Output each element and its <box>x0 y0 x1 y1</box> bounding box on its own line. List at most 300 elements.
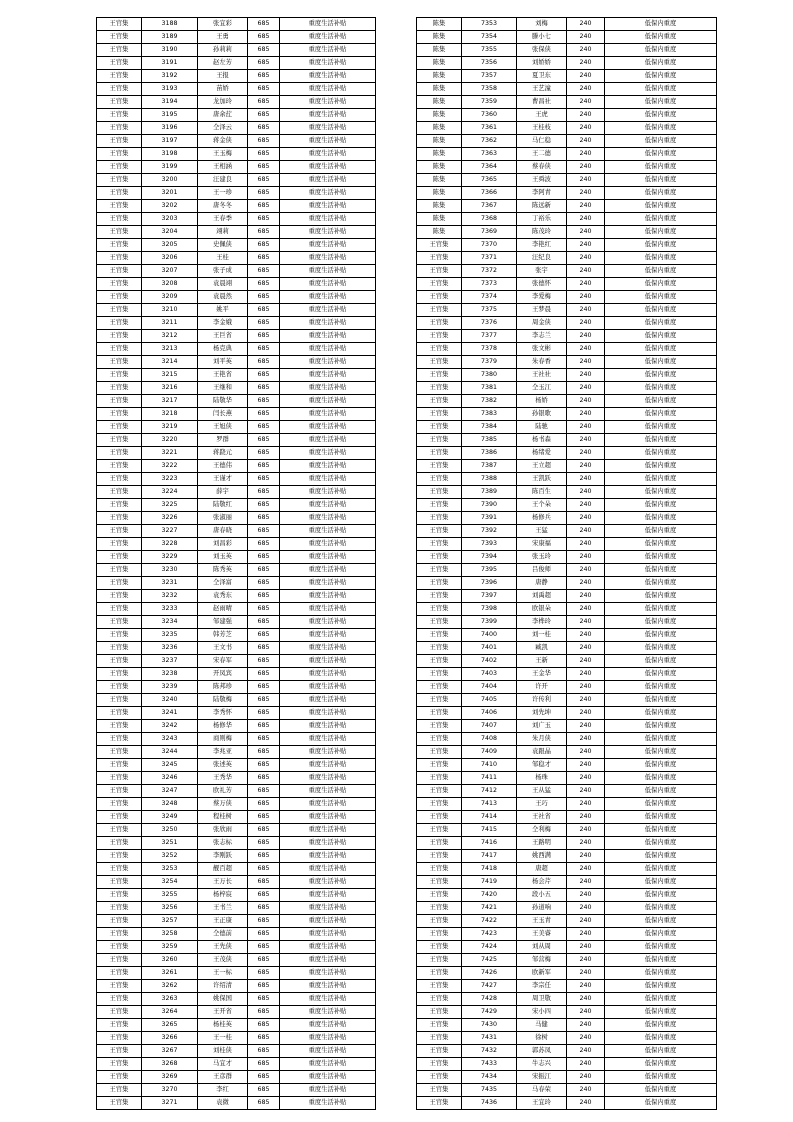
amount-cell: 685 <box>248 395 280 408</box>
town-cell: 王官集 <box>97 447 142 460</box>
name-cell: 龙加玲 <box>198 96 248 109</box>
category-cell: 低保内重度 <box>605 96 717 109</box>
name-cell: 王从猛 <box>517 785 567 798</box>
category-cell: 重度生活补贴 <box>280 369 376 382</box>
category-cell: 重度生活补贴 <box>280 330 376 343</box>
table-row <box>417 447 717 460</box>
number-cell: 3213 <box>142 343 198 356</box>
category-cell: 重度生活补贴 <box>280 915 376 928</box>
town-cell: 王官集 <box>417 356 462 369</box>
number-cell: 3234 <box>142 616 198 629</box>
number-cell: 3217 <box>142 395 198 408</box>
town-cell: 王官集 <box>97 941 142 954</box>
amount-cell: 685 <box>248 83 280 96</box>
town-cell: 王官集 <box>417 850 462 863</box>
category-cell: 低保内重度 <box>605 57 717 70</box>
category-cell: 重度生活补贴 <box>280 551 376 564</box>
amount-cell: 685 <box>248 915 280 928</box>
category-cell: 低保内重度 <box>605 577 717 590</box>
town-cell: 王官集 <box>97 980 142 993</box>
town-cell: 王官集 <box>417 265 462 278</box>
number-cell: 7373 <box>462 278 517 291</box>
number-cell: 3265 <box>142 1019 198 1032</box>
table-row <box>417 473 717 486</box>
table-row <box>417 746 717 759</box>
town-cell: 王官集 <box>417 538 462 551</box>
table-row <box>417 655 717 668</box>
amount-cell: 685 <box>248 122 280 135</box>
number-cell: 3270 <box>142 1084 198 1097</box>
table-row <box>97 96 376 109</box>
town-cell: 王官集 <box>417 421 462 434</box>
table-row <box>417 629 717 642</box>
name-cell: 王立超 <box>517 460 567 473</box>
name-cell: 王凯跃 <box>517 473 567 486</box>
town-cell: 王官集 <box>417 785 462 798</box>
name-cell: 仝泽富 <box>198 577 248 590</box>
category-cell: 低保内重度 <box>605 746 717 759</box>
town-cell: 王官集 <box>97 148 142 161</box>
table-row <box>97 122 376 135</box>
amount-cell: 240 <box>567 876 605 889</box>
name-cell: 陆敬梅 <box>198 694 248 707</box>
category-cell: 重度生活补贴 <box>280 941 376 954</box>
table-row <box>97 278 376 291</box>
amount-cell: 240 <box>567 343 605 356</box>
town-cell: 王官集 <box>417 629 462 642</box>
name-cell: 王勇 <box>198 31 248 44</box>
amount-cell: 240 <box>567 460 605 473</box>
left-table <box>96 17 376 1110</box>
table-row <box>97 707 376 720</box>
number-cell: 3199 <box>142 161 198 174</box>
name-cell: 王艳省 <box>198 369 248 382</box>
category-cell: 低保内重度 <box>605 759 717 772</box>
number-cell: 7426 <box>462 967 517 980</box>
name-cell: 王猛 <box>517 525 567 538</box>
number-cell: 7359 <box>462 96 517 109</box>
amount-cell: 685 <box>248 876 280 889</box>
category-cell: 重度生活补贴 <box>280 889 376 902</box>
amount-cell: 240 <box>567 538 605 551</box>
amount-cell: 685 <box>248 96 280 109</box>
name-cell: 袁晨然 <box>198 291 248 304</box>
town-cell: 陈集 <box>417 18 462 31</box>
category-cell: 重度生活补贴 <box>280 486 376 499</box>
name-cell: 苗娇 <box>198 83 248 96</box>
table-row <box>417 642 717 655</box>
town-cell: 王官集 <box>97 954 142 967</box>
name-cell: 唐静 <box>517 577 567 590</box>
amount-cell: 240 <box>567 1058 605 1071</box>
table-row <box>97 681 376 694</box>
town-cell: 王官集 <box>417 837 462 850</box>
amount-cell: 240 <box>567 1019 605 1032</box>
name-cell: 宋康福 <box>517 538 567 551</box>
town-cell: 王官集 <box>97 369 142 382</box>
town-cell: 王官集 <box>97 733 142 746</box>
town-cell: 王官集 <box>417 499 462 512</box>
name-cell: 朱春香 <box>517 356 567 369</box>
name-cell: 马宜才 <box>198 1058 248 1071</box>
category-cell: 重度生活补贴 <box>280 694 376 707</box>
name-cell: 王万长 <box>198 876 248 889</box>
town-cell: 王官集 <box>417 980 462 993</box>
table-row <box>417 577 717 590</box>
amount-cell: 240 <box>567 31 605 44</box>
name-cell: 孙银歌 <box>517 408 567 421</box>
number-cell: 7361 <box>462 122 517 135</box>
table-row <box>97 512 376 525</box>
name-cell: 牛志兴 <box>517 1058 567 1071</box>
town-cell: 王官集 <box>97 642 142 655</box>
name-cell: 刘昌彩 <box>198 538 248 551</box>
category-cell: 低保内重度 <box>605 83 717 96</box>
amount-cell: 240 <box>567 239 605 252</box>
town-cell: 王官集 <box>417 330 462 343</box>
table-row <box>417 161 717 174</box>
table-row <box>417 148 717 161</box>
name-cell: 宋小四 <box>517 1006 567 1019</box>
category-cell: 重度生活补贴 <box>280 304 376 317</box>
table-row <box>417 694 717 707</box>
town-cell: 王官集 <box>97 967 142 980</box>
name-cell: 滕小七 <box>517 31 567 44</box>
table-row <box>417 304 717 317</box>
amount-cell: 685 <box>248 31 280 44</box>
town-cell: 王官集 <box>97 1032 142 1045</box>
category-cell: 重度生活补贴 <box>280 759 376 772</box>
number-cell: 7392 <box>462 525 517 538</box>
table-row <box>97 174 376 187</box>
town-cell: 王官集 <box>97 291 142 304</box>
amount-cell: 685 <box>248 889 280 902</box>
amount-cell: 685 <box>248 1045 280 1058</box>
number-cell: 7400 <box>462 629 517 642</box>
amount-cell: 685 <box>248 57 280 70</box>
amount-cell: 240 <box>567 707 605 720</box>
amount-cell: 240 <box>567 434 605 447</box>
number-cell: 3218 <box>142 408 198 421</box>
amount-cell: 240 <box>567 967 605 980</box>
town-cell: 王官集 <box>97 174 142 187</box>
number-cell: 3266 <box>142 1032 198 1045</box>
amount-cell: 240 <box>567 317 605 330</box>
name-cell: 孙道响 <box>517 902 567 915</box>
amount-cell: 240 <box>567 57 605 70</box>
table-row <box>417 122 717 135</box>
number-cell: 3203 <box>142 213 198 226</box>
name-cell: 史佩侠 <box>198 239 248 252</box>
table-row <box>97 18 376 31</box>
number-cell: 7401 <box>462 642 517 655</box>
table-row <box>97 239 376 252</box>
amount-cell: 685 <box>248 200 280 213</box>
category-cell: 重度生活补贴 <box>280 564 376 577</box>
amount-cell: 685 <box>248 928 280 941</box>
town-cell: 陈集 <box>417 44 462 57</box>
category-cell: 低保内重度 <box>605 603 717 616</box>
town-cell: 王官集 <box>417 1071 462 1084</box>
name-cell: 王金华 <box>517 668 567 681</box>
name-cell: 王茂侠 <box>198 954 248 967</box>
number-cell: 3264 <box>142 1006 198 1019</box>
number-cell: 3229 <box>142 551 198 564</box>
category-cell: 重度生活补贴 <box>280 967 376 980</box>
amount-cell: 240 <box>567 512 605 525</box>
name-cell: 杨书森 <box>517 434 567 447</box>
number-cell: 7402 <box>462 655 517 668</box>
amount-cell: 240 <box>567 928 605 941</box>
town-cell: 王官集 <box>97 590 142 603</box>
town-cell: 王官集 <box>97 876 142 889</box>
number-cell: 3257 <box>142 915 198 928</box>
town-cell: 王官集 <box>97 356 142 369</box>
category-cell: 低保内重度 <box>605 408 717 421</box>
category-cell: 低保内重度 <box>605 304 717 317</box>
number-cell: 3263 <box>142 993 198 1006</box>
table-row <box>417 551 717 564</box>
table-row <box>97 1032 376 1045</box>
category-cell: 重度生活补贴 <box>280 408 376 421</box>
number-cell: 7414 <box>462 811 517 824</box>
town-cell: 王官集 <box>97 473 142 486</box>
amount-cell: 685 <box>248 681 280 694</box>
town-cell: 王官集 <box>417 304 462 317</box>
category-cell: 低保内重度 <box>605 954 717 967</box>
table-row <box>97 525 376 538</box>
category-cell: 低保内重度 <box>605 382 717 395</box>
name-cell: 朱月侠 <box>517 733 567 746</box>
town-cell: 王官集 <box>97 798 142 811</box>
table-row <box>417 486 717 499</box>
table-row <box>97 499 376 512</box>
amount-cell: 240 <box>567 603 605 616</box>
table-row <box>97 538 376 551</box>
category-cell: 重度生活补贴 <box>280 876 376 889</box>
number-cell: 7419 <box>462 876 517 889</box>
town-cell: 王官集 <box>97 616 142 629</box>
name-cell: 王梦晨 <box>517 304 567 317</box>
category-cell: 重度生活补贴 <box>280 122 376 135</box>
number-cell: 3241 <box>142 707 198 720</box>
name-cell: 王书兰 <box>198 902 248 915</box>
number-cell: 3224 <box>142 486 198 499</box>
category-cell: 低保内重度 <box>605 707 717 720</box>
number-cell: 3192 <box>142 70 198 83</box>
number-cell: 7396 <box>462 577 517 590</box>
name-cell: 欧银朵 <box>517 603 567 616</box>
table-row <box>417 83 717 96</box>
town-cell: 王官集 <box>97 434 142 447</box>
name-cell: 袁晨翊 <box>198 278 248 291</box>
town-cell: 王官集 <box>417 824 462 837</box>
number-cell: 3256 <box>142 902 198 915</box>
town-cell: 王官集 <box>417 382 462 395</box>
town-cell: 陈集 <box>417 83 462 96</box>
table-row <box>417 1097 717 1110</box>
amount-cell: 240 <box>567 135 605 148</box>
town-cell: 王官集 <box>417 551 462 564</box>
town-cell: 王官集 <box>97 486 142 499</box>
number-cell: 3215 <box>142 369 198 382</box>
town-cell: 王官集 <box>417 668 462 681</box>
town-cell: 王官集 <box>417 681 462 694</box>
table-row <box>97 109 376 122</box>
number-cell: 7410 <box>462 759 517 772</box>
town-cell: 王官集 <box>417 1019 462 1032</box>
number-cell: 3222 <box>142 460 198 473</box>
category-cell: 重度生活补贴 <box>280 265 376 278</box>
name-cell: 刘梅 <box>517 18 567 31</box>
number-cell: 7376 <box>462 317 517 330</box>
name-cell: 李秀怀 <box>198 707 248 720</box>
name-cell: 刘玉英 <box>198 551 248 564</box>
town-cell: 王官集 <box>417 1006 462 1019</box>
town-cell: 王官集 <box>417 928 462 941</box>
category-cell: 低保内重度 <box>605 1084 717 1097</box>
category-cell: 重度生活补贴 <box>280 499 376 512</box>
town-cell: 王官集 <box>97 746 142 759</box>
table-row <box>97 252 376 265</box>
number-cell: 3243 <box>142 733 198 746</box>
town-cell: 王官集 <box>97 18 142 31</box>
town-cell: 王官集 <box>97 759 142 772</box>
number-cell: 7407 <box>462 720 517 733</box>
number-cell: 7422 <box>462 915 517 928</box>
category-cell: 低保内重度 <box>605 967 717 980</box>
category-cell: 重度生活补贴 <box>280 525 376 538</box>
table-row <box>417 824 717 837</box>
name-cell: 程桂树 <box>198 811 248 824</box>
amount-cell: 240 <box>567 226 605 239</box>
category-cell: 重度生活补贴 <box>280 213 376 226</box>
number-cell: 7381 <box>462 382 517 395</box>
category-cell: 低保内重度 <box>605 616 717 629</box>
name-cell: 张欣雨 <box>198 824 248 837</box>
amount-cell: 240 <box>567 993 605 1006</box>
category-cell: 重度生活补贴 <box>280 57 376 70</box>
category-cell: 重度生活补贴 <box>280 356 376 369</box>
name-cell: 唐余荭 <box>198 109 248 122</box>
number-cell: 7420 <box>462 889 517 902</box>
town-cell: 王官集 <box>97 213 142 226</box>
amount-cell: 240 <box>567 759 605 772</box>
number-cell: 3201 <box>142 187 198 200</box>
number-cell: 3197 <box>142 135 198 148</box>
amount-cell: 685 <box>248 551 280 564</box>
name-cell: 刘一桂 <box>517 629 567 642</box>
category-cell: 低保内重度 <box>605 525 717 538</box>
category-cell: 低保内重度 <box>605 1097 717 1110</box>
name-cell: 王德伟 <box>198 460 248 473</box>
town-cell: 陈集 <box>417 187 462 200</box>
town-cell: 陈集 <box>417 122 462 135</box>
town-cell: 王官集 <box>417 473 462 486</box>
name-cell: 李兆亚 <box>198 746 248 759</box>
town-cell: 王官集 <box>97 122 142 135</box>
amount-cell: 240 <box>567 330 605 343</box>
number-cell: 7353 <box>462 18 517 31</box>
name-cell: 马健 <box>517 1019 567 1032</box>
town-cell: 王官集 <box>417 1058 462 1071</box>
category-cell: 低保内重度 <box>605 694 717 707</box>
name-cell: 蔡万侠 <box>198 798 248 811</box>
table-row <box>97 629 376 642</box>
name-cell: 杨绪爱 <box>517 447 567 460</box>
amount-cell: 240 <box>567 174 605 187</box>
amount-cell: 240 <box>567 954 605 967</box>
number-cell: 3225 <box>142 499 198 512</box>
town-cell: 王官集 <box>97 837 142 850</box>
name-cell: 刘桂侠 <box>198 1045 248 1058</box>
table-row <box>97 343 376 356</box>
name-cell: 王新 <box>517 655 567 668</box>
category-cell: 重度生活补贴 <box>280 174 376 187</box>
category-cell: 低保内重度 <box>605 226 717 239</box>
table-row <box>97 434 376 447</box>
table-row <box>97 772 376 785</box>
name-cell: 闫长燕 <box>198 408 248 421</box>
number-cell: 7425 <box>462 954 517 967</box>
category-cell: 重度生活补贴 <box>280 1058 376 1071</box>
number-cell: 3202 <box>142 200 198 213</box>
town-cell: 陈集 <box>417 200 462 213</box>
amount-cell: 240 <box>567 421 605 434</box>
town-cell: 王官集 <box>97 44 142 57</box>
name-cell: 陈邦珍 <box>198 681 248 694</box>
name-cell: 王美睿 <box>517 928 567 941</box>
number-cell: 3262 <box>142 980 198 993</box>
number-cell: 3252 <box>142 850 198 863</box>
town-cell: 王官集 <box>417 460 462 473</box>
number-cell: 7399 <box>462 616 517 629</box>
table-row <box>97 395 376 408</box>
category-cell: 重度生活补贴 <box>280 239 376 252</box>
category-cell: 重度生活补贴 <box>280 668 376 681</box>
town-cell: 王官集 <box>417 889 462 902</box>
table-row <box>417 928 717 941</box>
number-cell: 7398 <box>462 603 517 616</box>
town-cell: 王官集 <box>97 1058 142 1071</box>
town-cell: 王官集 <box>97 603 142 616</box>
category-cell: 低保内重度 <box>605 109 717 122</box>
category-cell: 低保内重度 <box>605 447 717 460</box>
table-row <box>97 148 376 161</box>
town-cell: 王官集 <box>97 421 142 434</box>
name-cell: 翊莉 <box>198 226 248 239</box>
town-cell: 陈集 <box>417 31 462 44</box>
table-row <box>417 811 717 824</box>
town-cell: 王官集 <box>97 720 142 733</box>
town-cell: 王官集 <box>97 499 142 512</box>
number-cell: 7386 <box>462 447 517 460</box>
table-row <box>417 772 717 785</box>
name-cell: 张文彬 <box>517 343 567 356</box>
town-cell: 王官集 <box>97 1045 142 1058</box>
number-cell: 7365 <box>462 174 517 187</box>
name-cell: 李刚跃 <box>198 850 248 863</box>
table-row <box>417 135 717 148</box>
number-cell: 3221 <box>142 447 198 460</box>
name-cell: 杨娇 <box>517 395 567 408</box>
town-cell: 王官集 <box>97 564 142 577</box>
number-cell: 7357 <box>462 70 517 83</box>
category-cell: 低保内重度 <box>605 1006 717 1019</box>
town-cell: 王官集 <box>97 928 142 941</box>
name-cell: 王巧 <box>517 798 567 811</box>
amount-cell: 240 <box>567 1084 605 1097</box>
